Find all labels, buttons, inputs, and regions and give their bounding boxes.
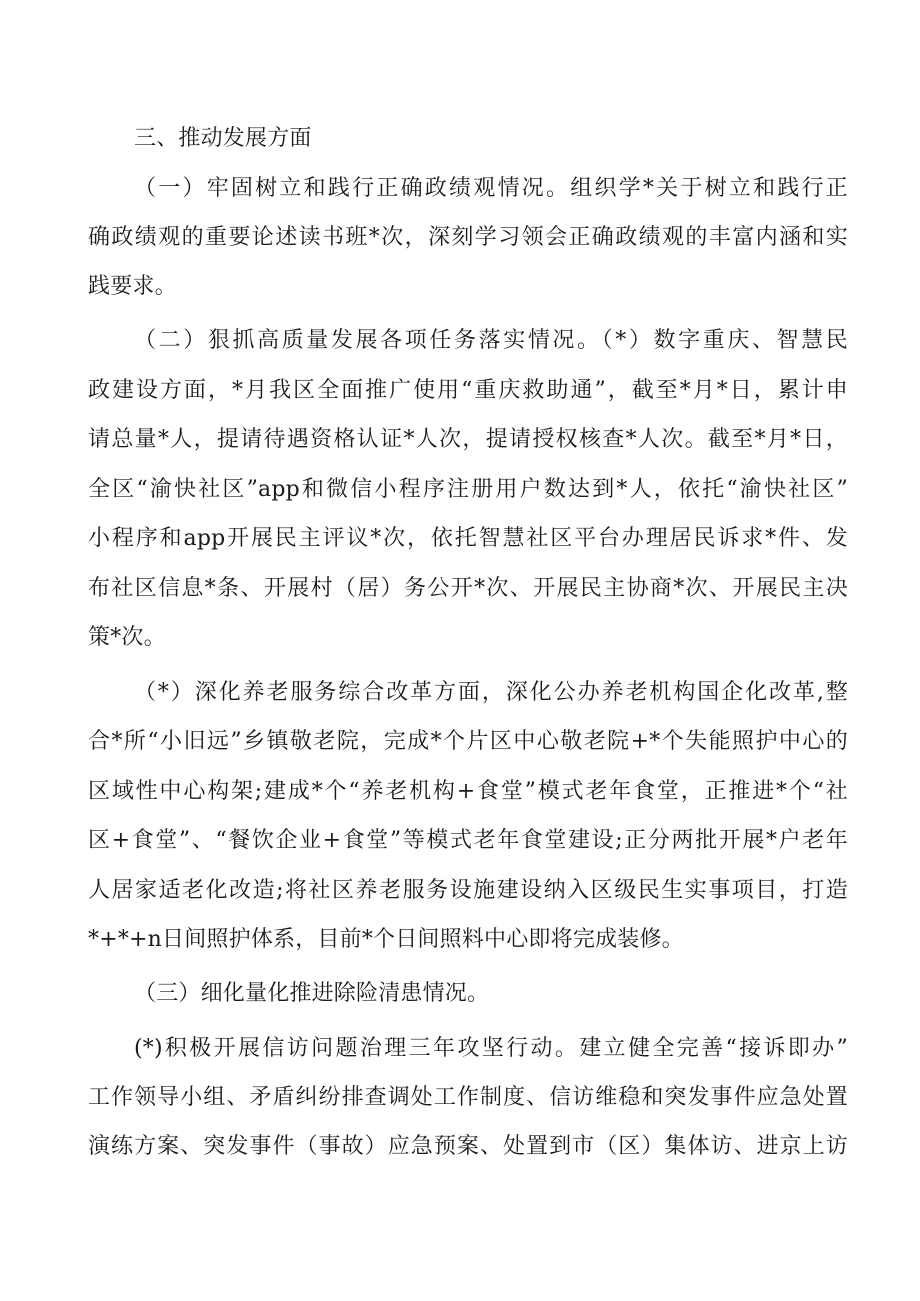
paragraph-line: 确政绩观的重要论述读书班*次，深刻学习领会正确政绩观的丰富内涵和实 <box>88 225 848 250</box>
paragraph-line: 政建设方面，*月我区全面推广使用“重庆救助通”，截至*月*日，累计申 <box>88 378 848 403</box>
subsection-heading: （三）细化量化推进除险清患情况。 <box>134 981 490 1006</box>
paragraph-line: 布社区信息*条、开展村（居）务公开*次、开展民主协商*次、开展民主决 <box>88 576 848 601</box>
paragraph-line: 践要求。 <box>88 274 177 299</box>
paragraph-line: 请总量*人，提请待遇资格认证*人次，提请授权核查*人次。截至*月*日， <box>88 427 848 452</box>
paragraph-line: 演练方案、突发事件（事故）应急预案、处置到市（区）集体访、进京上访 <box>88 1134 848 1159</box>
paragraph-line: （*）深化养老服务综合改革方面，深化公办养老机构国企化改革,整 <box>134 680 848 705</box>
paragraph-line: 区+食堂”、“餐饮企业+食堂”等模式老年食堂建设;正分两批开展*户老年 <box>88 828 848 853</box>
paragraph-line: （一）牢固树立和践行正确政绩观情况。组织学*关于树立和践行正 <box>134 176 848 201</box>
section-heading: 三、推动发展方面 <box>134 126 312 151</box>
paragraph-line: 工作领导小组、矛盾纠纷排查调处工作制度、信访维稳和突发事件应急处置 <box>88 1085 848 1110</box>
paragraph-line: 区域性中心构架;建成*个“养老机构+食堂”模式老年食堂，正推进*个“社 <box>88 779 848 804</box>
paragraph-line: 策*次。 <box>88 625 166 650</box>
paragraph-line: 人居家适老化改造;将社区养老服务设施建设纳入区级民生实事项目，打造 <box>88 878 848 903</box>
paragraph-line: *+*+n日间照护体系，目前*个日间照料中心即将完成装修。 <box>88 927 684 952</box>
paragraph-line: 小程序和app开展民主评议*次，依托智慧社区平台办理居民诉求*件、发 <box>88 526 848 551</box>
paragraph-line: 全区“渝快社区”app和微信小程序注册用户数达到*人，依托“渝快社区” <box>88 477 848 502</box>
paragraph-line: (*)积极开展信访问题治理三年攻坚行动。建立健全完善“接诉即办” <box>134 1036 848 1061</box>
paragraph-line: （二）狠抓高质量发展各项任务落实情况。（*）数字重庆、智慧民 <box>134 328 848 353</box>
paragraph-line: 合*所“小旧远”乡镇敬老院，完成*个片区中心敬老院+*个失能照护中心的 <box>88 729 848 754</box>
